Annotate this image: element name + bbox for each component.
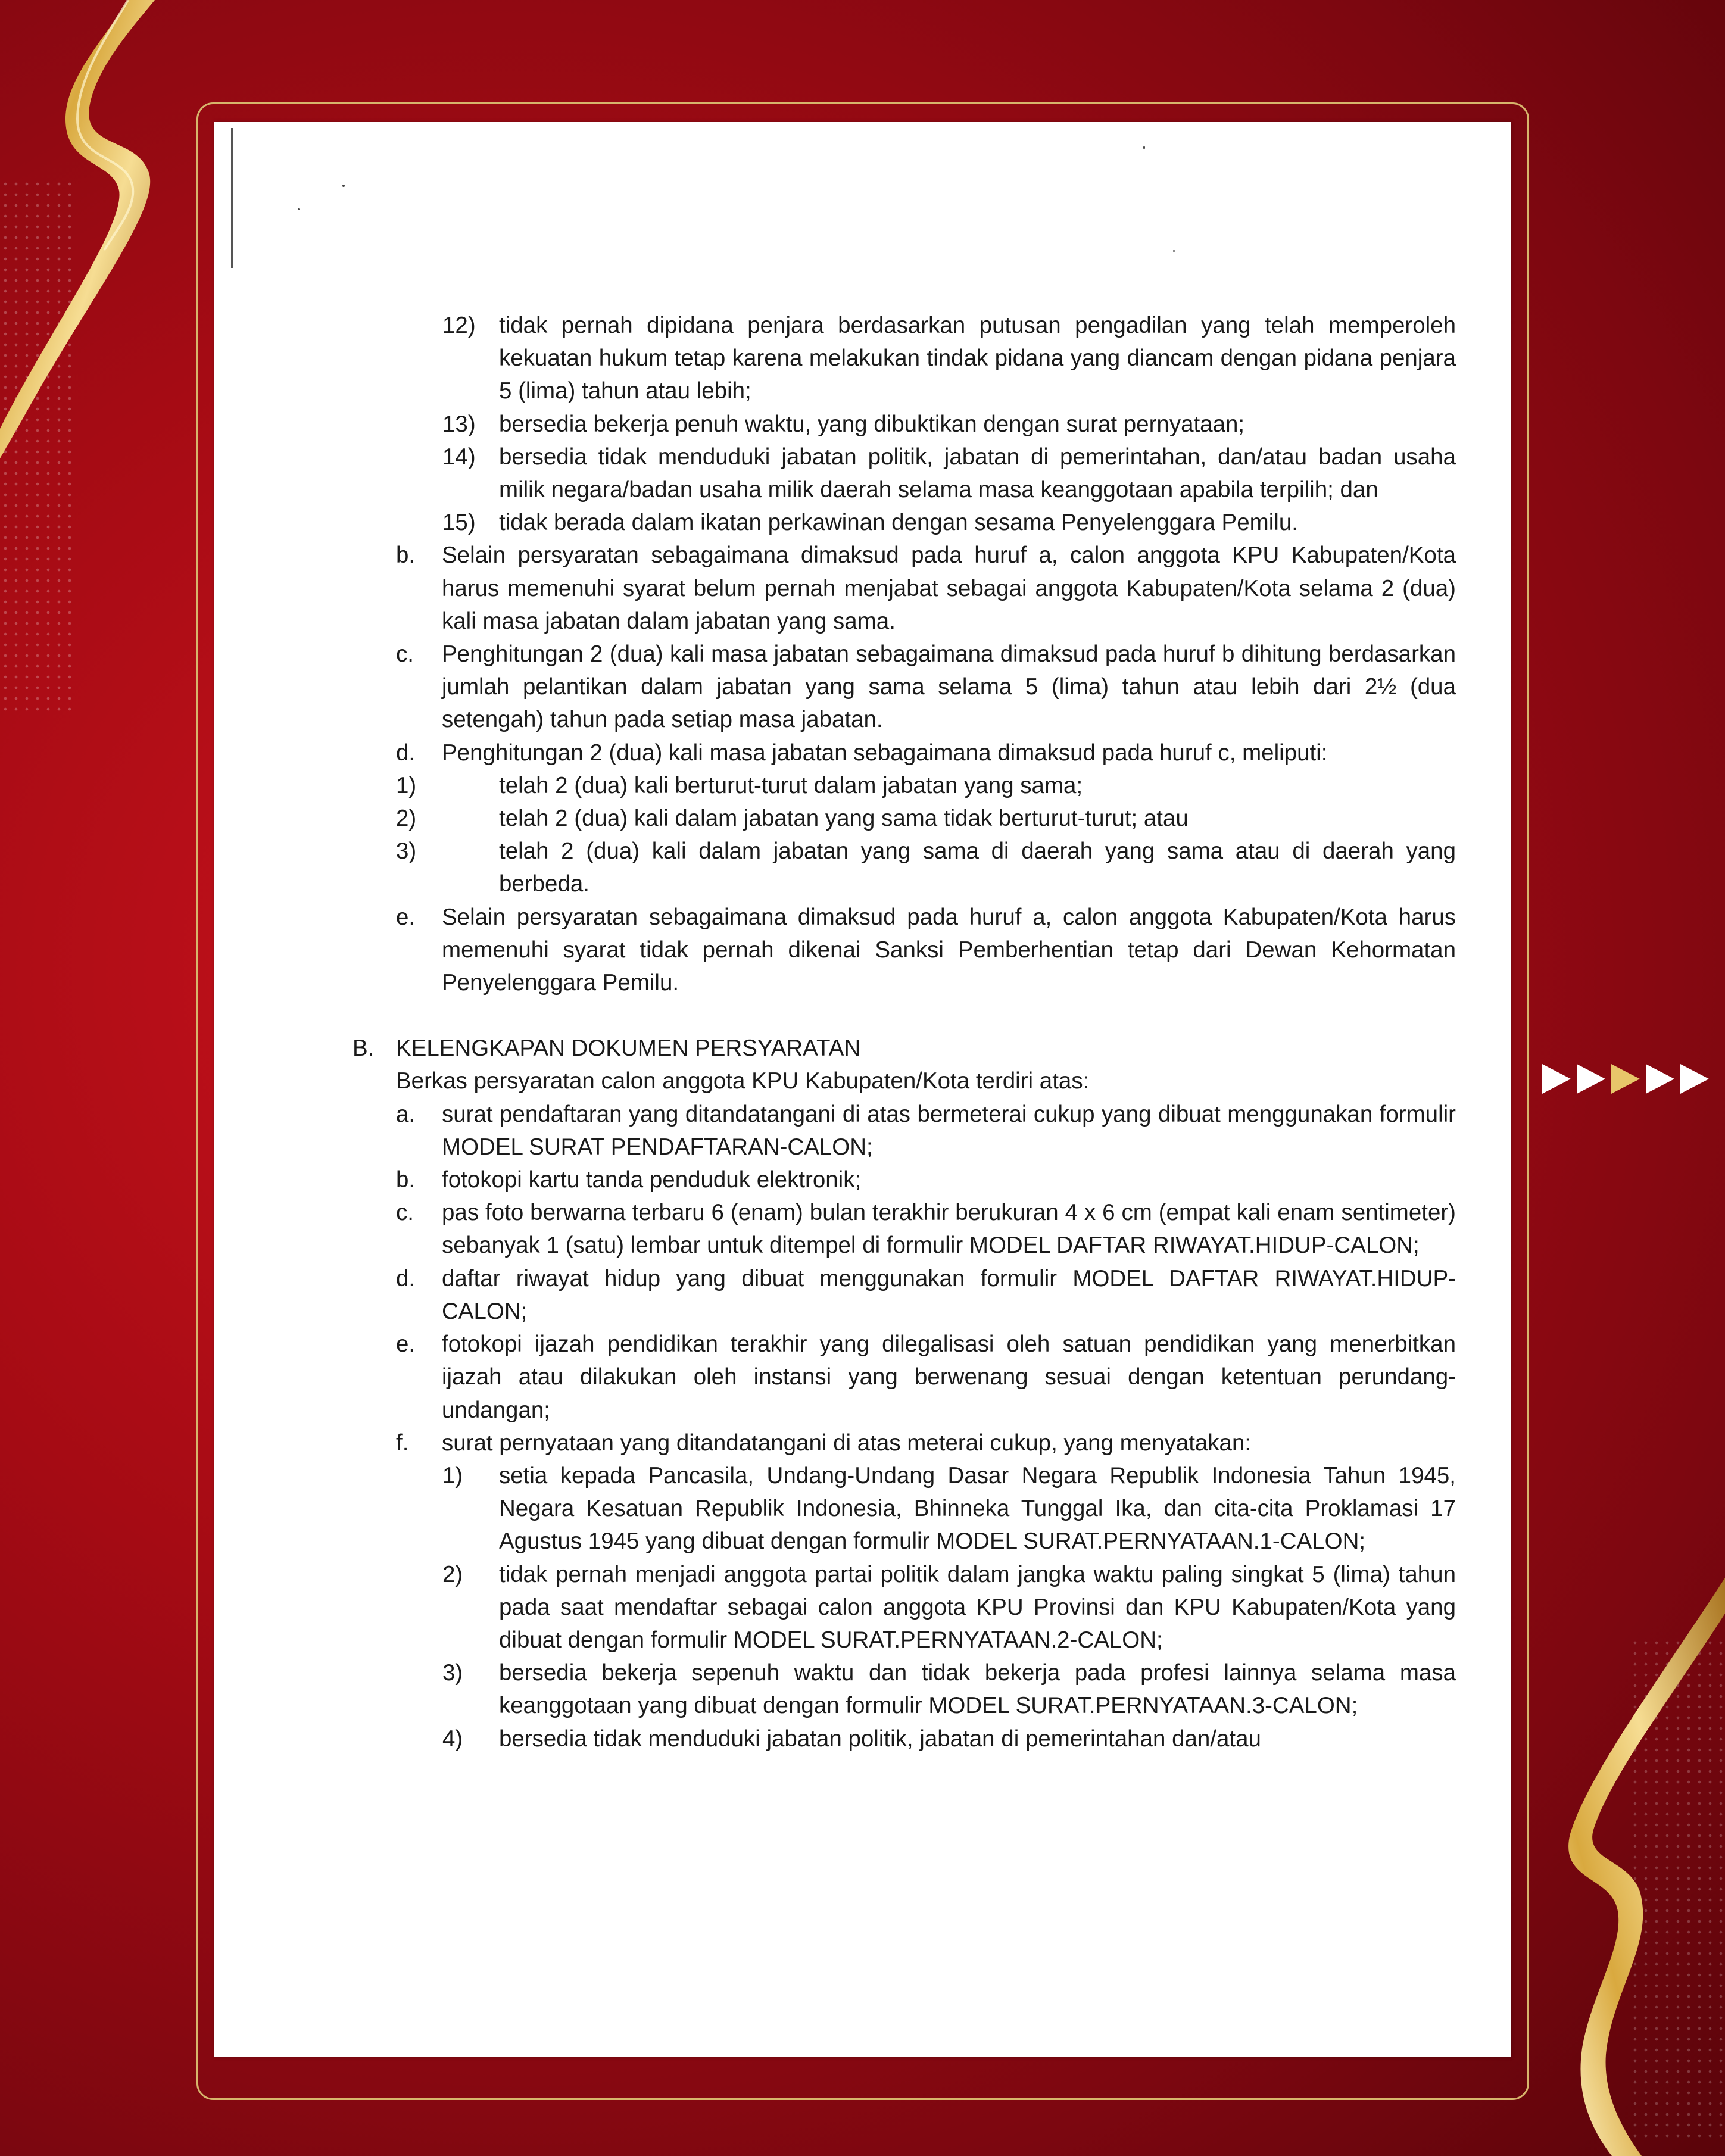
dot-pattern-right xyxy=(1630,1637,1725,2143)
list-text: bersedia bekerja penuh waktu, yang dibuktikan dengan surat pernyataan; xyxy=(499,411,1245,437)
doc-item-e xyxy=(214,1328,1511,1427)
list-item-14 xyxy=(214,441,1511,506)
list-text: tidak pernah dipidana penjara berdasarkan putusan pengadilan yang telah memperoleh kekuatan hukum tetap karena melakukan tindak pidana yang diancam dengan pidana penjara 5 (lima) tahun atau lebih; xyxy=(499,313,1456,404)
next-arrows-icon[interactable] xyxy=(1542,1062,1715,1096)
doc-item-d xyxy=(214,1262,1511,1328)
list-text: daftar riwayat hidup yang dibuat menggunakan formulir MODEL DAFTAR RIWAYAT.HIDUP-CALON; xyxy=(442,1265,1456,1324)
arrow-icon xyxy=(1542,1064,1571,1094)
list-text: telah 2 (dua) kali dalam jabatan yang sama di daerah yang sama atau di daerah yang berbeda. xyxy=(499,838,1456,897)
section-intro: Berkas persyaratan calon anggota KPU Kabupaten/Kota terdiri atas: xyxy=(396,1068,1090,1094)
section-heading-b xyxy=(214,1032,1511,1065)
list-item-b xyxy=(214,539,1511,638)
list-marker: 1) xyxy=(442,1462,463,1489)
list-item-13 xyxy=(214,408,1511,441)
doc-item-b xyxy=(214,1163,1511,1196)
list-text: setia kepada Pancasila, Undang-Undang Dasar Negara Republik Indonesia Tahun 1945, Negara Kesatuan Republik Indonesia, Bhinneka Tunggal Ika, dan cita-cita Proklamasi 17 Agustus 1945 yang dibuat dengan formulir MODEL SURAT.PERNYATAAN.1-CALON; xyxy=(499,1462,1456,1555)
list-marker: 14) xyxy=(442,444,476,470)
doc-item-f1 xyxy=(214,1459,1511,1558)
list-text: tidak berada dalam ikatan perkawinan dengan sesama Penyelenggara Pemilu. xyxy=(499,510,1298,536)
list-item-d xyxy=(214,737,1511,769)
list-item-d1 xyxy=(214,769,1511,802)
list-marker: b. xyxy=(396,1167,416,1193)
spacer xyxy=(214,999,1511,1032)
list-text: fotokopi kartu tanda penduduk elektronik; xyxy=(442,1167,862,1193)
doc-item-f2 xyxy=(214,1558,1511,1657)
list-text: surat pernyataan yang ditandatangani di atas meterai cukup, yang menyatakan: xyxy=(442,1430,1252,1456)
list-marker: 3) xyxy=(442,1660,463,1686)
list-text: Penghitungan 2 (dua) kali masa jabatan sebagaimana dimaksud pada huruf c, meliputi: xyxy=(442,740,1328,766)
list-marker: 2) xyxy=(396,806,417,832)
list-marker: c. xyxy=(396,641,414,667)
scan-speck xyxy=(1173,250,1175,252)
list-item-d3 xyxy=(214,835,1511,900)
list-text: bersedia tidak menduduki jabatan politik, jabatan di pemerintahan, dan/atau badan usaha milik negara/badan usaha milik daerah selama masa keanggotaan apabila terpilih; dan xyxy=(499,444,1456,503)
list-marker: 15) xyxy=(442,510,476,536)
arrow-icon xyxy=(1577,1064,1605,1094)
list-text: telah 2 (dua) kali berturut-turut dalam jabatan yang sama; xyxy=(499,772,1083,798)
list-marker: a. xyxy=(396,1101,416,1127)
scan-edge-line xyxy=(231,128,233,268)
list-marker: c. xyxy=(396,1200,414,1226)
document-body xyxy=(214,309,1511,1755)
list-item-c xyxy=(214,638,1511,737)
list-text: Selain persyaratan sebagaimana dimaksud pada huruf a, calon anggota KPU Kabupaten/Kota harus memenuhi syarat belum pernah menjabat sebagai anggota Kabupaten/Kota selama 2 (dua) kali masa jabatan dalam jabatan yang sama. xyxy=(442,542,1456,634)
list-marker: 1) xyxy=(396,772,417,798)
section-title: KELENGKAPAN DOKUMEN PERSYARATAN xyxy=(396,1035,861,1062)
arrow-icon xyxy=(1611,1064,1640,1094)
list-text: tidak pernah menjadi anggota partai politik dalam jangka waktu paling singkat 5 (lima) tahun pada saat mendaftar sebagai calon anggota KPU Provinsi dan KPU Kabupaten/Kota yang dibuat dengan formulir MODEL SURAT.PERNYATAAN.2-CALON; xyxy=(499,1561,1456,1653)
list-text: Penghitungan 2 (dua) kali masa jabatan sebagaimana dimaksud pada huruf b dihitung berdasarkan jumlah pelantikan dalam jabatan yang sama selama 5 (lima) tahun atau lebih dari 2½ (dua setengah) tahun pada setiap masa jabatan. xyxy=(442,641,1456,733)
list-marker: d. xyxy=(396,740,416,766)
gold-ribbon-bottom-right xyxy=(1523,1578,1725,2156)
list-marker: 4) xyxy=(442,1726,463,1752)
list-text: bersedia bekerja sepenuh waktu dan tidak bekerja pada profesi lainnya selama masa keanggotaan yang dibuat dengan formulir MODEL SURAT.PERNYATAAN.3-CALON; xyxy=(499,1660,1456,1719)
list-marker: f. xyxy=(396,1430,409,1456)
doc-item-f3 xyxy=(214,1656,1511,1722)
gold-ribbon-top-left xyxy=(0,0,214,595)
list-marker: 2) xyxy=(442,1561,463,1587)
arrow-icon xyxy=(1680,1064,1709,1094)
list-item-d2 xyxy=(214,802,1511,835)
doc-item-f xyxy=(214,1427,1511,1459)
list-item-15 xyxy=(214,506,1511,539)
list-marker: d. xyxy=(396,1265,416,1291)
document-page xyxy=(214,122,1511,2057)
doc-item-a xyxy=(214,1098,1511,1163)
dot-pattern-left xyxy=(0,179,71,714)
scan-speck xyxy=(342,185,345,187)
scan-speck xyxy=(1143,146,1145,149)
list-marker: e. xyxy=(396,904,416,930)
list-text: surat pendaftaran yang ditandatangani di atas bermeterai cukup yang dibuat menggunakan formulir MODEL SURAT PENDAFTARAN-CALON; xyxy=(442,1101,1456,1160)
doc-item-c xyxy=(214,1196,1511,1262)
list-marker: e. xyxy=(396,1331,416,1358)
list-text: telah 2 (dua) kali dalam jabatan yang sama tidak berturut-turut; atau xyxy=(499,806,1189,832)
list-text: Selain persyaratan sebagaimana dimaksud pada huruf a, calon anggota Kabupaten/Kota harus memenuhi syarat tidak pernah dikenai Sanksi Pemberhentian tetap dari Dewan Kehormatan Penyelenggara Pemilu. xyxy=(442,904,1456,996)
list-marker: b. xyxy=(396,542,416,569)
list-item-e xyxy=(214,901,1511,1000)
list-marker: 3) xyxy=(396,838,417,865)
list-marker: 12) xyxy=(442,313,476,338)
list-text: fotokopi ijazah pendidikan terakhir yang dilegalisasi oleh satuan pendidikan yang menerbitkan ijazah atau dilakukan oleh instansi yang berwenang sesuai dengan ketentuan perundang-undangan; xyxy=(442,1331,1456,1423)
list-marker: 13) xyxy=(442,411,476,437)
list-text: pas foto berwarna terbaru 6 (enam) bulan terakhir berukuran 4 x 6 cm (empat kali enam sentimeter) sebanyak 1 (satu) lembar untuk ditempel di formulir MODEL DAFTAR RIWAYAT.HIDUP-CALON; xyxy=(442,1200,1456,1259)
arrow-icon xyxy=(1646,1064,1674,1094)
scan-speck xyxy=(298,208,300,210)
list-text: bersedia tidak menduduki jabatan politik, jabatan di pemerintahan dan/atau xyxy=(499,1726,1261,1752)
section-marker: B. xyxy=(353,1035,375,1062)
list-item-12 xyxy=(214,309,1511,408)
doc-item-f4 xyxy=(214,1723,1511,1755)
